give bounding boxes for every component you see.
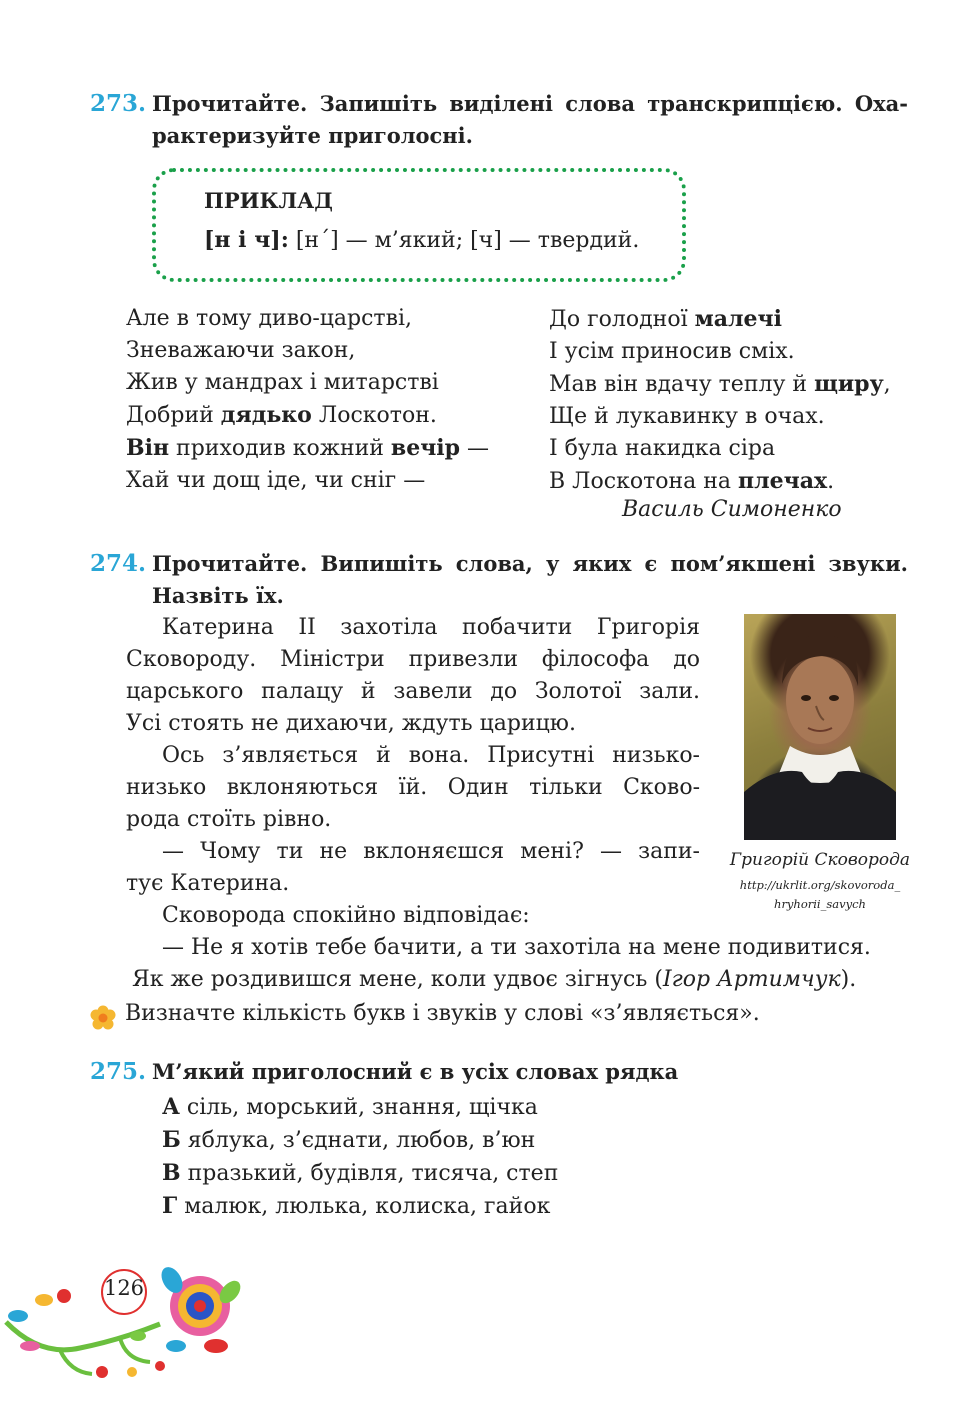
poem-text: , xyxy=(883,372,891,397)
extra-task: Визначте кількість букв і звуків у слові «з’являється». xyxy=(125,1001,760,1026)
poem-line xyxy=(126,465,536,497)
exercise-273-task-line1: Прочитайте. Запишіть виділені слова транскрипцією. Оха- xyxy=(152,91,908,116)
option-letter: Г xyxy=(162,1193,178,1219)
portrait-caption: Григорій Сковорода xyxy=(729,850,911,870)
poem-highlighted-word: вечір xyxy=(390,435,461,461)
option-text: празький, будівля, тисяча, степ xyxy=(180,1161,559,1186)
story-line: Сковороду. Міністри привезли філософа до xyxy=(126,647,700,672)
exercise-273-task-line2: рактеризуйте приголосні. xyxy=(152,123,473,148)
answer-option xyxy=(162,1157,558,1190)
poem-text: Добрий xyxy=(126,403,221,428)
option-letter: В xyxy=(162,1160,181,1186)
option-letter: А xyxy=(162,1094,180,1120)
poem-text: приходив кожний xyxy=(169,436,391,461)
story-author: Ігор Артимчук xyxy=(662,967,841,992)
story-line: Усі стоять не дихаючи, ждуть царицю. xyxy=(126,711,576,736)
example-transcription: [н і ч]: xyxy=(204,227,289,253)
answer-option xyxy=(162,1091,558,1124)
story-last-line-end: ). xyxy=(840,967,857,992)
story-line: Ось з’являється й вона. Присутні низько- xyxy=(162,743,700,768)
story-line: низько вклоняються їй. Один тільки Сково- xyxy=(126,775,700,800)
page-number: 126 xyxy=(103,1276,145,1300)
story-last-line-text: Як же роздивишся мене, коли удвоє зігнусь ( xyxy=(132,967,663,992)
poem-highlighted-word: Він xyxy=(126,435,170,461)
poem-text: Лоскотон. xyxy=(311,403,437,428)
story-text-block xyxy=(126,612,700,932)
exercise-274-task xyxy=(152,548,908,612)
poem-text: В Лоскотона на xyxy=(549,469,739,494)
story-line: рода стоїть рівно. xyxy=(126,807,332,832)
exercise-273-number: 273. xyxy=(90,90,147,117)
poem-line xyxy=(549,368,929,401)
poem-text: Зневажаючи закон, xyxy=(126,338,356,363)
poem-line xyxy=(549,336,929,368)
poem-text: До голодної xyxy=(549,307,695,332)
poem-text: І була накидка сіра xyxy=(549,436,776,461)
portrait-source-line1: http://ukrlit.org/skovoroda_ xyxy=(739,878,901,892)
example-title: ПРИКЛАД xyxy=(204,188,333,213)
story-line: тує Катерина. xyxy=(126,871,290,896)
story-line: — Не я хотів тебе бачити, а ти захотіла на мене подивитися. xyxy=(162,935,871,960)
exercise-274-task-line1: Прочитайте. Випишіть слова, у яких є пом’якшені звуки. xyxy=(152,551,908,576)
poem-right-column xyxy=(549,303,929,498)
option-letter: Б xyxy=(162,1127,181,1153)
poem-author: Василь Симоненко xyxy=(622,497,842,522)
poem-line xyxy=(126,303,536,335)
exercise-275-number: 275. xyxy=(90,1058,147,1085)
poem-highlighted-word: плечах xyxy=(738,468,828,494)
poem-line xyxy=(126,367,536,399)
poem-line xyxy=(126,399,536,432)
story-last-line xyxy=(132,964,902,996)
answer-option xyxy=(162,1124,558,1157)
option-text: яблука, з’єднати, любов, в’юн xyxy=(180,1128,536,1153)
exercise-273-task xyxy=(152,88,908,152)
poem-text: Мав він вдачу теплу й xyxy=(549,372,815,397)
portrait-source-line2: hryhorii_savych xyxy=(774,897,866,911)
poem-left-column xyxy=(126,303,536,497)
portrait-photo xyxy=(744,614,896,840)
poem-text: Хай чи дощ іде, чи сніг — xyxy=(126,468,426,493)
story-line: Катерина II захотіла побачити Григорія xyxy=(162,615,700,640)
exercise-275-task: М’який приголосний є в усіх словах рядка xyxy=(152,1059,679,1084)
poem-text: Але в тому диво-царстві, xyxy=(126,306,413,331)
poem-line xyxy=(549,433,929,465)
poem-line xyxy=(549,303,929,336)
poem-text: І усім приносив сміх. xyxy=(549,339,795,364)
poem-text: . xyxy=(827,469,835,494)
poem-line xyxy=(126,432,536,465)
answer-options xyxy=(162,1091,558,1223)
story-line: царського палацу й завели до Золотої зали. xyxy=(126,679,700,704)
answer-option xyxy=(162,1190,558,1223)
portrait-illustration xyxy=(744,614,896,840)
poem-text: Ще й лукавинку в очах. xyxy=(549,404,825,429)
poem-highlighted-word: щиру xyxy=(814,371,884,397)
poem-text: — xyxy=(460,436,490,461)
poem-text: Жив у мандрах і митарстві xyxy=(126,370,439,395)
poem-highlighted-word: малечі xyxy=(694,306,782,332)
flower-icon xyxy=(88,1004,118,1034)
example-explanation: [н´] — м’який; [ч] — твердий. xyxy=(288,228,640,253)
exercise-274-number: 274. xyxy=(90,550,147,577)
option-text: малюк, люлька, колиска, гайок xyxy=(177,1194,551,1219)
poem-line xyxy=(549,401,929,433)
poem-line xyxy=(126,335,536,367)
example-text xyxy=(204,224,639,257)
portrait-source xyxy=(714,876,926,914)
option-text: сіль, морський, знання, щічка xyxy=(179,1095,538,1120)
story-line: Сковорода спокійно відповідає: xyxy=(162,903,530,928)
story-line: — Чому ти не вклоняєшся мені? — запи- xyxy=(162,839,700,864)
poem-highlighted-word: дядько xyxy=(220,402,312,428)
exercise-274-task-line2: Назвіть їх. xyxy=(152,583,284,608)
